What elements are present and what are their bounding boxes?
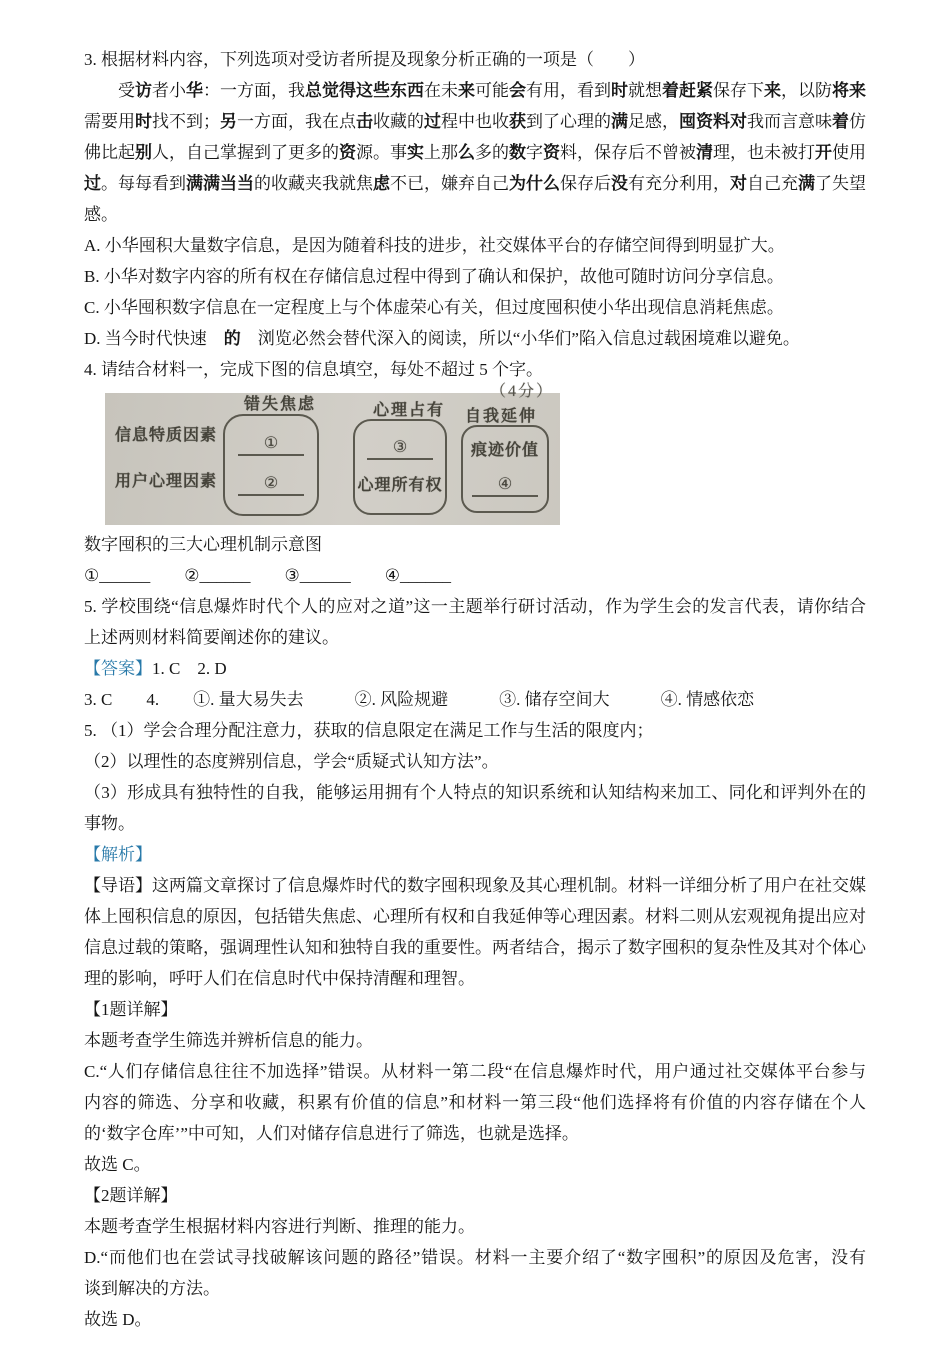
answers-line-4: （2）以理性的态度辨别信息，学会“质疑式认知方法”。 [84,752,499,771]
analysis-heading [84,839,866,870]
text-line: 体上囤积信息的原因，包括错失焦虑、心理所有权和自我延伸等心理因素。材料二则从宏观视角提出应对 [84,907,866,926]
daoyu-paragraph [84,870,866,994]
text-line: 受访者小华：一方面，我总觉得这些东西在未来可能会有用，看到时就想着赶紧保存下来，以防将来 [118,81,866,100]
q1-detail-intro: 本题考查学生筛选并辨析信息的能力。 [84,1031,373,1050]
answers-line-5 [84,777,866,839]
figure-column-label-psych-possession: 心理占有 [373,402,446,419]
q2-detail-conclusion: 故选 D。 [84,1310,152,1329]
answers-line-3: 5. （1）学会合理分配注意力，获取的信息限定在满足工作与生活的限度内； [84,721,654,740]
question-3-stem: 3. 根据材料内容，下列选项对受访者所提及现象分析正确的一项是（ ） [84,50,645,69]
q1-detail-conclusion: 故选 C。 [84,1155,151,1174]
figure-text-psych-ownership: 心理所有权 [357,477,443,495]
text-line: 【导语】这两篇文章探讨了信息爆炸时代的数字囤积现象及其心理机制。材料一详细分析了用户在社交媒 [84,876,866,895]
text-line: D. 当今时代快速 的 浏览必然会替代深入的阅读，所以“小华们”陷入信息过载困境难以避免。 [84,329,800,348]
figure-column-label-fomo: 错失焦虑 [244,396,317,413]
question-5-stem [84,591,866,653]
text-line: 5. 学校围绕“信息爆炸时代个人的应对之道”这一主题举行研讨活动，作为学生会的发言代表，请你结合 [84,597,866,616]
figure-row-label-user-psych: 用户心理因素 [115,473,218,490]
question-3-option-b: B. 小华对数字内容的所有权在存储信息过程中得到了确认和保护，故他可随时访问分享信息。 [84,267,784,286]
text-line: （3）形成具有独特性的自我，能够运用拥有个人特点的知识系统和认知结构来加工、同化和评判外在的 [84,783,866,802]
answers-label: 【答案】 [84,659,152,678]
q1-detail-heading: 【1题详解】 [84,1000,178,1019]
text-line: 事物。 [84,814,135,833]
text-line: 信息过载的策略，强调理性认知和独特自我的重要性。两者结合，揭示了数字囤积的复杂性及其对个体心 [84,938,866,957]
q2-detail-body [84,1242,866,1304]
figure-box-2 [353,419,447,515]
figure-blank-4: ④ [472,475,538,497]
figure-row-label-info-traits: 信息特质因素 [115,427,218,444]
text-line: 佛比起别人，自己掌握到了更多的资源。事实上那么多的数字资料，保存后不曾被清理，也未被打开使用 [84,143,866,162]
answers-1-2: 1. C 2. D [152,659,227,678]
figure-blank-3: ③ [367,438,433,460]
answers-line-2: 3. C 4. ①. 量大易失去 ②. 风险规避 ③. 储存空间大 ④. 情感依恋 [84,690,755,709]
q1-detail-body [84,1056,866,1149]
figure-column-label-self-extension: 自我延伸 [465,408,538,425]
text-line: 的‘数字仓库’”中可知，人们对储存信息进行了筛选，也就是选择。 [84,1124,579,1143]
figure-blank-1: ① [238,434,304,456]
exam-answer-page [84,0,866,1335]
figure-text-trace-value: 痕迹价值 [470,442,539,459]
question-3-option-c: C. 小华囤积数字信息在一定程度上与个体虚荣心有关，但过度囤积使小华出现信息消耗焦虑。 [84,298,784,317]
text-line: 谈到解决的方法。 [84,1279,220,1298]
text-line: 感。 [84,205,118,224]
question-3-option-a: A. 小华囤积大量数字信息，是因为随着科技的进步，社交媒体平台的存储空间得到明显扩大。 [84,236,785,255]
interview-paragraph [84,75,866,230]
analysis-label: 【解析】 [84,845,152,864]
question-3-option-d [84,323,866,354]
q2-detail-heading: 【2题详解】 [84,1186,178,1205]
figure-blank-2: ② [238,474,304,496]
q2-detail-intro: 本题考查学生根据材料内容进行判断、推理的能力。 [84,1217,475,1236]
text-line: D.“而他们也在尝试寻找破解该问题的路径”错误。材料一主要介绍了“数字囤积”的原因及危害，没有 [84,1248,866,1267]
text-line: 理的影响，呼吁人们在信息时代中保持清醒和理智。 [84,969,475,988]
text-line: C.“人们存储信息往往不加选择”错误。从材料一第二段“在信息爆炸时代，用户通过社交媒体平台参与 [84,1062,866,1081]
figure-caption: 数字囤积的三大心理机制示意图 [84,535,322,554]
text-line: 内容的筛选、分享和收藏，积累有价值的信息”和材料一第三段“他们选择将有价值的内容存储在个人 [84,1093,866,1112]
figure-box-1 [223,414,319,516]
figure-box-3 [461,425,549,513]
question-4-stem: 4. 请结合材料一，完成下图的信息填空，每处不超过 5 个字。 [84,360,543,379]
text-line: 需要用时找不到；另一方面，我在点击收藏的过程中也收获到了心理的满足感，囤资料对我而言意味着仿 [84,112,866,131]
answers-line-1 [84,653,866,684]
figure-photo [105,383,560,525]
figure-corner-note: （4分） [489,383,554,400]
text-line: 过。每每看到满满当当的收藏夹我就焦虑不已，嫌弃自己为什么保存后没有充分利用，对自己充满了失望 [84,174,866,193]
answer-blanks-line: ①______ ②______ ③______ ④______ [84,566,451,585]
text-line: 上述两则材料简要阐述你的建议。 [84,628,339,647]
